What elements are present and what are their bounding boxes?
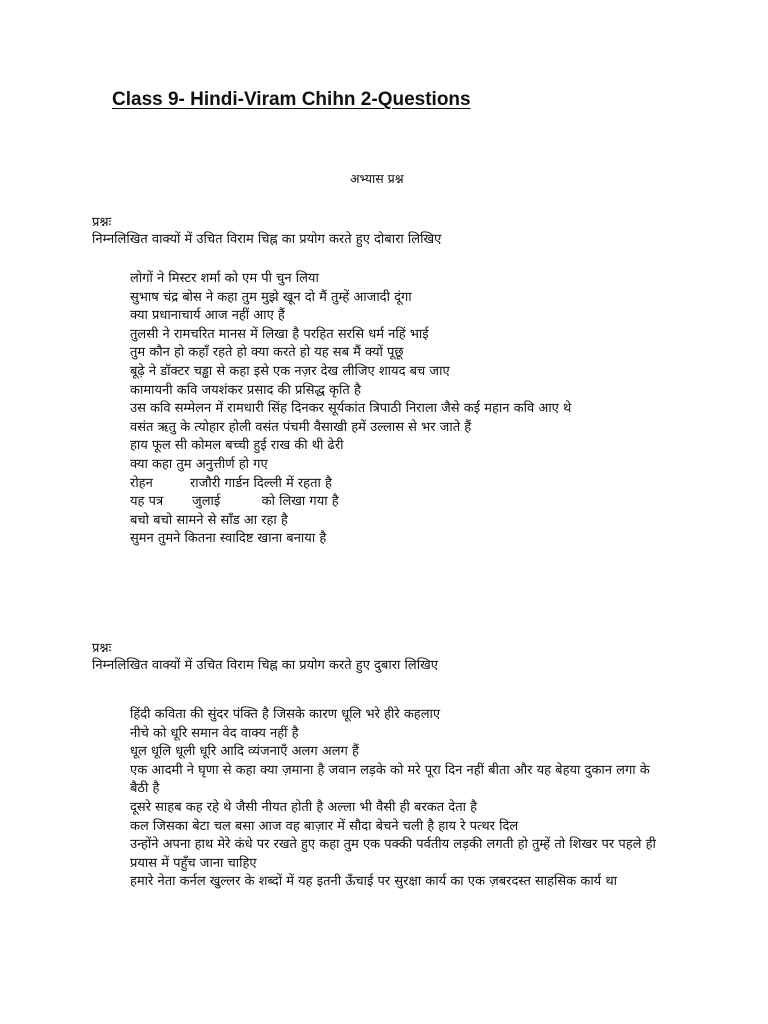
sentence-item: सुभाष चंद्र बोस ने कहा तुम मुझे खून दो मैं तुम्हें आजादी दूंगा bbox=[130, 289, 412, 305]
sentence-item: एक आदमी ने घृणा से कहा क्या ज़माना है जवान लड़के को मरे पूरा दिन नहीं बीता और यह बेहया दुकान लगा के बैठी है bbox=[130, 762, 650, 797]
question-section-1 bbox=[92, 214, 692, 549]
question-label: प्रश्नः bbox=[92, 215, 112, 230]
sentence-item: बूढ़े ने डॉक्टर चड्ढा से कहा इसे एक नज़र देख लीजिए शायद बच जाए bbox=[130, 363, 450, 379]
sentence-item: रोहन राजौरी गार्डन दिल्ली में रहता है bbox=[130, 475, 332, 491]
sentence-item: क्या कहा तुम अनुत्तीर्ण हो गए bbox=[130, 456, 268, 472]
sentence-item: हिंदी कविता की सुंदर पंक्ति है जिसके कारण धूलि भरे हीरे कहलाए bbox=[130, 707, 441, 722]
sentence-item: तुलसी ने रामचरित मानस में लिखा है परहित सरसि धर्म नहिं भाई bbox=[130, 326, 429, 342]
question-instruction: निम्नलिखित वाक्यों में उचित विराम चिह्न का प्रयोग करते हुए दोबारा लिखिए bbox=[92, 232, 442, 247]
sentence-item: दूसरे साहब कह रहे थे जैसी नीयत होती है अल्ला भी वैसी ही बरकत देता है bbox=[130, 799, 478, 815]
document-title: Class 9- Hindi-Viram Chihn 2-Questions bbox=[112, 89, 471, 110]
sentence-item: कल जिसका बेटा चल बसा आज वह बाज़ार में सौदा बेचने चली है हाय रे पत्थर दिल bbox=[130, 818, 519, 834]
sentence-item: यह पत्र जुलाई को लिखा गया है bbox=[130, 494, 339, 510]
question-label: प्रश्नः bbox=[92, 641, 112, 656]
sentence-item: बचो बचो सामने से साँड आ रहा है bbox=[130, 512, 288, 528]
sentence-item: हमारे नेता कर्नल खुल्लर के शब्दों में यह इतनी ऊँचाई पर सुरक्षा कार्य का एक ज़बरदस्त साहसिक कार्य था bbox=[130, 874, 618, 890]
sentence-list bbox=[130, 706, 692, 892]
question-instruction: निम्नलिखित वाक्यों में उचित विराम चिह्न का प्रयोग करते हुए दुबारा लिखिए bbox=[92, 658, 438, 673]
sentence-list bbox=[130, 270, 692, 549]
exercise-heading: अभ्यास प्रश्न bbox=[350, 171, 404, 186]
sentence-item: उस कवि सम्मेलन में रामधारी सिंह दिनकर सूर्यकांत त्रिपाठी निराला जैसे कई महान कवि आए थे bbox=[130, 401, 572, 417]
sentence-item: लोगों ने मिस्टर शर्मा को एम पी चुन लिया bbox=[130, 271, 319, 286]
sentence-item: क्या प्रधानाचार्य आज नहीं आए हैं bbox=[130, 308, 285, 324]
sentence-item: वसंत ऋतु के त्योहार होली वसंत पंचमी वैसाखी हमें उल्लास से भर जाते हैं bbox=[130, 419, 472, 435]
sentence-item: नीचे को धूरि समान वेद वाक्य नहीं है bbox=[130, 725, 299, 741]
sentence-item: उन्होंने अपना हाथ मेरे कंधे पर रखते हुए कहा तुम एक पक्की पर्वतीय लड़की लगती हो तुम्हें तो शिखर पर पहले ही प्रयास में पहुँच जाना चाहिए bbox=[130, 837, 656, 871]
sentence-item: धूल धूलि धूली धूरि आदि व्यंजनाएँ अलग अलग हैं bbox=[130, 744, 359, 760]
sentence-item: सुमन तुमने कितना स्वादिष्ट खाना बनाया है bbox=[130, 531, 327, 547]
sentence-item: कामायनी कवि जयशंकर प्रसाद की प्रसिद्ध कृति है bbox=[130, 382, 361, 398]
sentence-item: हाय फूल सी कोमल बच्ची हुई राख की थी ढेरी bbox=[130, 438, 344, 454]
sentence-item: तुम कौन हो कहाँ रहते हो क्या करते हो यह सब मैं क्यों पूछू bbox=[130, 345, 404, 361]
question-section-2 bbox=[92, 640, 692, 892]
